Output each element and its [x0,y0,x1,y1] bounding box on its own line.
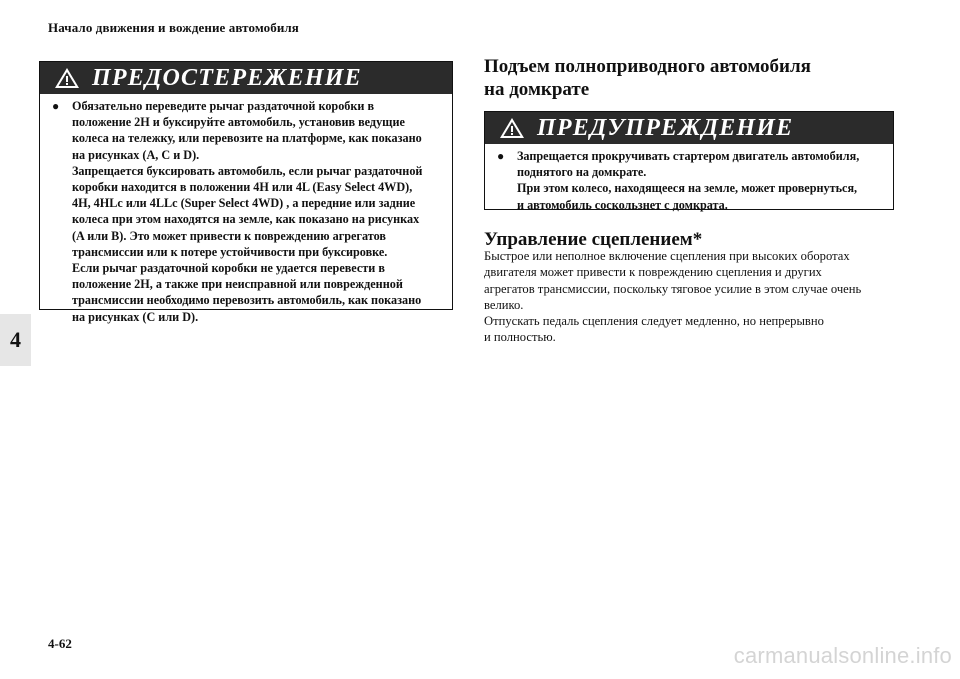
warning-box-body [485,144,893,219]
clutch-paragraph-1: Быстрое или неполное включение сцепления при высоких оборотах двигателя может привести к повреждению сцепления и других агрегатов трансмиссии, поскольку тяговое усилие в этом случае очень велико. [484,249,862,312]
running-header: Начало движения и вождение автомобиля [48,20,299,35]
warning-box-title: ПРЕДУПРЕЖДЕНИЕ [537,115,794,141]
jacking-section-title: Подъем полноприводного автомобиля на домкрате [484,56,811,100]
watermark: carmanualsonline.info [733,643,952,668]
warning-triangle-icon [54,66,80,90]
clutch-paragraph-2: Отпускать педаль сцепления следует медленно, но непрерывно и полностью. [484,314,824,345]
caution-box-header [40,62,452,94]
caution-box-text: Обязательно переведите рычаг раздаточной коробки в положение 2H и буксируйте автомобиль, установив ведущие колеса на тележку, или перевозите на платформе, как показано на рисунках (A, C и D). Запрещается буксировать автомобиль, если рычаг раздаточной коробки находится в положении 4H или 4L (Easy Select 4WD), 4H, 4HLc или 4LLc (Super Select 4WD) , а передние или задние колеса при этом находятся на земле, как показано на рисунках (A или B). Это может привести к повреждению агрегатов трансмиссии или к потере устойчивости при буксировке. Если рычаг раздаточной коробки не удается перевести в положение 2H, а также при неисправной или поврежденной трансмиссии необходимо перевозить автомобиль, как показано на рисунках (C или D). [72,99,423,324]
caution-box-body [40,94,452,331]
clutch-section-title: Управление сцеплением* [484,229,703,250]
bullet-icon: ● [497,149,505,163]
warning-triangle-icon [499,116,525,140]
page-number: 4-62 [48,636,72,651]
warning-box-header [485,112,893,144]
warning-box [484,111,894,210]
caution-box [39,61,453,324]
chapter-tab: 4 [0,314,31,366]
warning-box-text: Запрещается прокручивать стартером двигатель автомобиля, поднятого на домкрате. При этом колесо, находящееся на земле, может провернуться, и автомобиль соскользнет с домкрата. [517,149,860,212]
caution-box-title: ПРЕДОСТЕРЕЖЕНИЕ [92,65,362,91]
bullet-icon: ● [52,99,60,113]
